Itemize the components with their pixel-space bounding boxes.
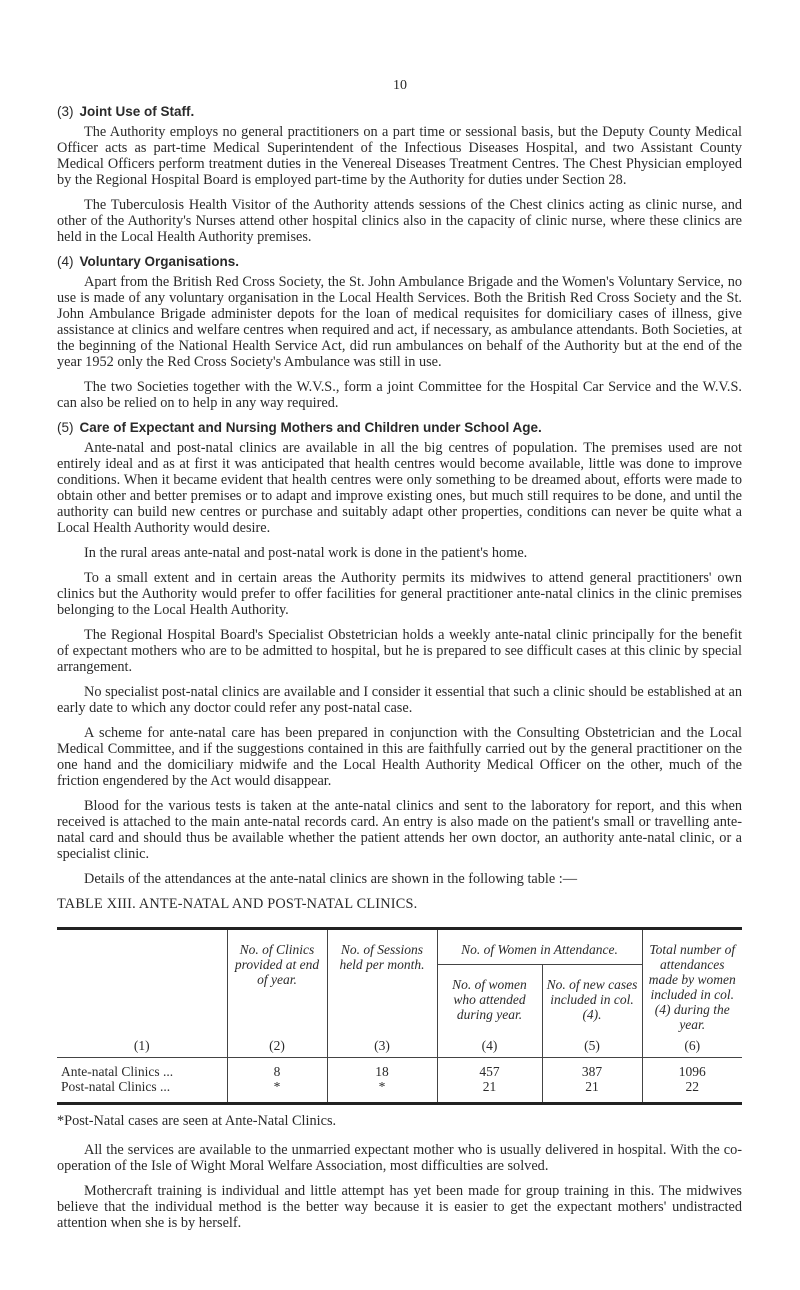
row-label: Post-natal Clinics ... — [61, 1079, 171, 1094]
cell-women: 21 — [437, 1079, 542, 1104]
section-number: (4) — [57, 254, 74, 269]
paragraph: The Regional Hospital Board's Specialist Obstetrician holds a weekly ante-natal clinic principally for the benefit of expectant mothers who are to be admitted to hospital, but he is prepared to see difficult cases at this clinic by special arrangement. — [57, 627, 742, 675]
col-number: (6) — [642, 1034, 742, 1058]
table-row — [57, 1058, 742, 1080]
section-number: (3) — [57, 104, 74, 119]
header-blank — [57, 929, 227, 1035]
col-number: (1) — [133, 1038, 150, 1053]
header-women-group: No. of Women in Attendance. — [437, 929, 642, 965]
page-number: 10 — [393, 78, 407, 93]
table-row — [57, 1079, 742, 1104]
cell-sessions: * — [327, 1079, 437, 1104]
paragraph: Apart from the British Red Cross Society, the St. John Ambulance Brigade and the Women's Voluntary Service, no use is made of any voluntary organisation in the Local Health Services. Both the British Red Cross Society and the St. John Ambulance Brigade administer depots for the loan of medical requisites for domiciliary cases of illness, give assistance at clinics and welfare centres when required and act, if necessary, as ambulance attendants. Both Societies, at the beginning of the National Health Service Act, did run ambulances on behalf of the Authority but at the end of the year 1952 only the Red Cross Society's Ambulance was still in use. — [57, 274, 742, 370]
cell-new-cases: 387 — [542, 1058, 642, 1080]
document-body — [57, 98, 742, 1240]
paragraph: No specialist post-natal clinics are available and I consider it essential that such a clinic should be established at an early date to which any doctor could refer any post-natal case. — [57, 684, 742, 716]
col-number: (4) — [437, 1034, 542, 1058]
header-sessions: No. of Sessions held per month. — [327, 929, 437, 1035]
paragraph: Mothercraft training is individual and little attempt has yet been made for group training in this. The midwives believe that the individual method is the better way because it is easier to get the expectant mothers' undistracted attention when she is by herself. — [57, 1183, 742, 1231]
col-number: (2) — [227, 1034, 327, 1058]
section-heading-joint-use — [57, 104, 742, 119]
paragraph: The two Societies together with the W.V.S., form a joint Committee for the Hospital Car Service and the W.V.S. can also be relied on to help in any way required. — [57, 379, 742, 411]
section-title: Voluntary Organisations. — [79, 254, 240, 269]
paragraph: To a small extent and in certain areas the Authority permits its midwives to attend general practitioners' own clinics but the Authority would prefer to offer facilities for general practitioner ante-natal clinics in the clinic premises belonging to the Local Health Authority. — [57, 570, 742, 618]
header-women-attended: No. of women who attended during year. — [437, 965, 542, 1034]
header-total-attendances: Total number of attendances made by women included in col. (4) during the year. — [642, 929, 742, 1035]
paragraph: In the rural areas ante-natal and post-natal work is done in the patient's home. — [84, 545, 528, 561]
paragraph: The Authority employs no general practitioners on a part time or sessional basis, but the Deputy County Medical Officer acts as part-time Medical Superintendent of the Infectious Diseases Hospital, and two Assistant County Medical Officers perform treatment duties in the Venereal Diseases Treatment Centres. The Chest Physician employed by the Regional Hospital Board is employed part-time by the Authority for duties under Section 28. — [57, 124, 742, 188]
col-number: (5) — [542, 1034, 642, 1058]
table-caption: TABLE XIII. ANTE-NATAL AND POST-NATAL CLINICS. — [57, 896, 418, 912]
paragraph: All the services are available to the unmarried expectant mother who is usually delivered in hospital. With the co-operation of the Isle of Wight Moral Welfare Association, most difficulties are solved. — [57, 1142, 742, 1174]
section-number: (5) — [57, 420, 74, 435]
header-new-cases: No. of new cases included in col. (4). — [542, 965, 642, 1034]
table-footnote: *Post-Natal cases are seen at Ante-Natal Clinics. — [57, 1113, 337, 1129]
cell-clinics: 8 — [227, 1058, 327, 1080]
section-title: Care of Expectant and Nursing Mothers and Children under School Age. — [79, 420, 542, 435]
paragraph: Blood for the various tests is taken at the ante-natal clinics and sent to the laboratory for report, and this when received is attached to the main ante-natal records card. An entry is also made on the patient's small or travelling ante-natal card and should thus be available whether the patient attends her own doctor, an authority ante-natal clinic, or a specialist clinic. — [57, 798, 742, 862]
col-number: (3) — [327, 1034, 437, 1058]
row-label: Ante-natal Clinics ... — [61, 1064, 174, 1079]
section-heading-expectant-mothers — [57, 420, 742, 435]
cell-sessions: 18 — [327, 1058, 437, 1080]
paragraph: The Tuberculosis Health Visitor of the Authority attends sessions of the Chest clinics acting as clinic nurse, and other of the Authority's Nurses attend other hospital clinics also in the capacity of clinic nurse, where these clinics are held in the Local Health Authority premises. — [57, 197, 742, 245]
cell-clinics: * — [227, 1079, 327, 1104]
paragraph: Details of the attendances at the ante-natal clinics are shown in the following table :— — [84, 871, 578, 887]
clinics-table — [57, 927, 742, 1105]
cell-women: 457 — [437, 1058, 542, 1080]
cell-new-cases: 21 — [542, 1079, 642, 1104]
cell-attendances: 1096 — [642, 1058, 742, 1080]
section-title: Joint Use of Staff. — [79, 104, 195, 119]
header-clinics: No. of Clinics provided at end of year. — [227, 929, 327, 1035]
paragraph: Ante-natal and post-natal clinics are available in all the big centres of population. The premises used are not entirely ideal and as at first it was anticipated that health centres would become available, little was done to improve conditions. When it became evident that health centres were only something to be dreamed about, efforts were made to obtain other and better premises or to adapt and improve existing ones, but much still requires to be done, and until the authority can build new centres or purchase and suitably adapt other properties, conditions can never be quite what a Local Health Authority would desire. — [57, 440, 742, 536]
section-heading-voluntary-organisations — [57, 254, 742, 269]
paragraph: A scheme for ante-natal care has been prepared in conjunction with the Consulting Obstetrician and the Local Medical Committee, and if the suggestions contained in this are faithfully carried out by the general practitioner on the one hand and the domiciliary midwife and the Local Health Authority Medical Officer on the other, much of the friction engendered by the Act would disappear. — [57, 725, 742, 789]
cell-attendances: 22 — [642, 1079, 742, 1104]
